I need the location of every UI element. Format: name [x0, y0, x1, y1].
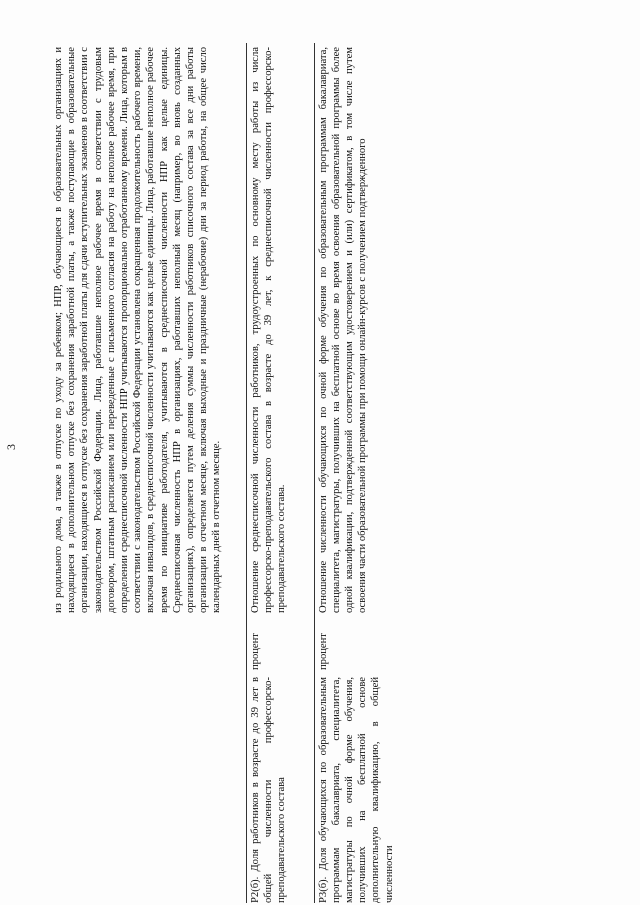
indicator-text: Р2(б). Доля работников в возрасте до 39 лет в общей численности профессорско-преподавательского состава — [249, 677, 287, 903]
unit-cell — [50, 617, 246, 673]
indicator-cell — [314, 673, 399, 903]
unit-text: процент — [317, 633, 329, 670]
unit-cell — [246, 617, 314, 673]
indicator-text: Р3(б). Доля обучающихся по образовательным программам бакалавриата, специалитета, магистратуры по очной форме обучения, получивших на бесплатной основе дополнительную квалификацию, в общей численности — [317, 677, 395, 903]
indicator-cell — [246, 673, 314, 903]
unit-cell — [314, 617, 399, 673]
table-row — [314, 43, 399, 903]
table-row — [246, 43, 314, 903]
method-cell — [314, 43, 399, 617]
method-cell — [50, 43, 246, 617]
page-number: 3 — [4, 444, 18, 450]
indicators-table — [50, 43, 399, 903]
indicator-cell — [50, 673, 246, 903]
method-text: из родильного дома, а также в отпуске по уходу за ребенком; НПР, обучающиеся в образовательных организациях и находящиеся в дополнительном отпуске без сохранения заработной платы, а также поступающие в образовательные организации, находящиеся в отпуске без сохранения заработной платы для сдачи вступительных экзаменов в соответствии с законодательством Российской Федерации. Лица, работавшие неполное рабочее время в соответствии с трудовым договором, штатным расписанием или переведенные с письменного согласия на работу на неполное рабочее время, при определении среднесписочной численности НПР учитываются пропорционально отработанному времени. Лица, которым в соответствии с законодательством Российской Федерации установлена сокращенная продолжительность рабочего времени, включая инвалидов, в среднесписочной численности учитываются как целые единицы. Лица, работавшие неполное рабочее время по инициативе работодателя, учитываются в среднесписочной численности НПР как целые единицы. Среднесписочная численность НПР в организациях, работавших неполный месяц (например, во вновь созданных организациях), определяется путем деления суммы численности работников списочного состава за все дни работы организации в отчетном месяце, включая выходные и праздничные (нерабочие) дни за период работы, на общее число календарных дней в отчетном месяце. — [53, 47, 223, 613]
unit-text: процент — [249, 633, 261, 670]
method-text: Отношение среднесписочной численности работников, трудоустроенных по основному месту работы из числа профессорско-преподавательского состава в возрасте до 39 лет, к среднесписочной численности профессорско-преподавательского состава. — [249, 47, 287, 613]
table-row — [50, 43, 246, 903]
method-text: Отношение численности обучающихся по очной форме обучения по образовательным программам бакалавриата, специалитета, магистратуры, получивших на бесплатной основе во время освоения образовательной программы более одной квалификации, подтвержденной соответствующим удостоверением и (или) сертификатом, в том числе путем освоения части образовательной программы при помощи онлайн-курсов с получением подтвержденного — [317, 47, 369, 613]
method-cell — [246, 43, 314, 617]
